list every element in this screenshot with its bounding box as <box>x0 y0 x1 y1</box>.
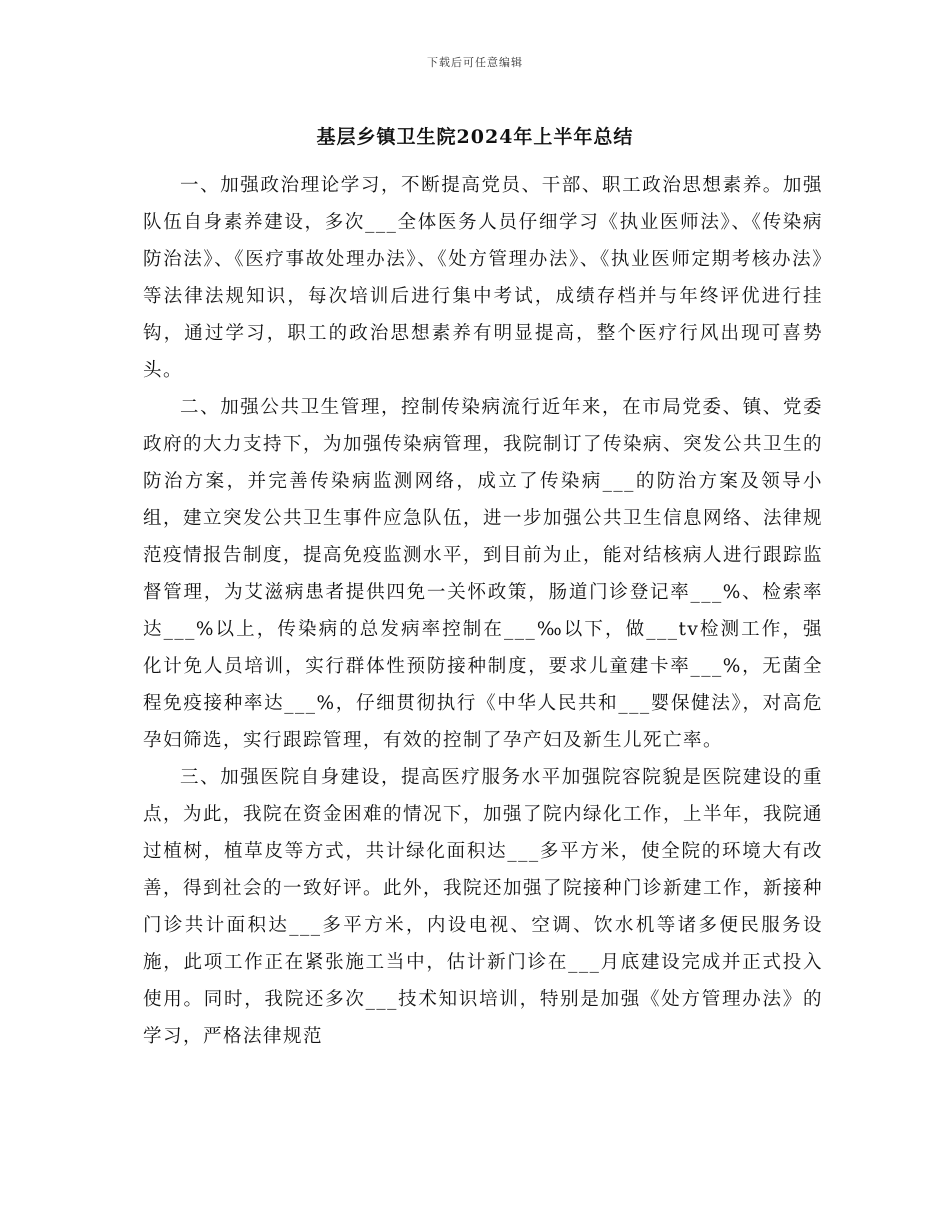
document-title: 基层乡镇卫生院2024年上半年总结 <box>316 126 634 148</box>
header-note: 下载后可任意编辑 <box>427 56 523 69</box>
paragraph-2: 二、加强公共卫生管理，控制传染病流行近年来，在市局党委、镇、党委政府的大力支持下，为加强传染病管理，我院制订了传染病、突发公共卫生的防治方案，并完善传染病监测网络，成立了传染病___的防治方案及领导小组，建立突发公共卫生事件应急队伍，进一步加强公共卫生信息网络、法律规范疫情报告制度，提高免疫监测水平，到目前为止，能对结核病人进行跟踪监督管理，为艾滋病患者提供四免一关怀政策，肠道门诊登记率___%、检索率达___%以上，传染病的总发病率控制在___‰以下，做___tv检测工作，强化计免人员培训，实行群体性预防接种制度，要求儿童建卡率___%，无菌全程免疫接种率达___%，仔细贯彻执行《中华人民共和___婴保健法》，对高危孕妇筛选，实行跟踪管理，有效的控制了孕产妇及新生儿死亡率。 <box>143 397 824 751</box>
paragraph-1: 一、加强政治理论学习，不断提高党员、干部、职工政治思想素养。加强队伍自身素养建设，多次___全体医务人员仔细学习《执业医师法》、《传染病防治法》、《医疗事故处理办法》、《处方管理办法》、《执业医师定期考核办法》等法律法规知识，每次培训后进行集中考试，成绩存档并与年终评优进行挂钩，通过学习，职工的政治思想素养有明显提高，整个医疗行风出现可喜势头。 <box>143 175 823 381</box>
paragraph-3: 三、加强医院自身建设，提高医疗服务水平加强院容院貌是医院建设的重点，为此，我院在资金困难的情况下，加强了院内绿化工作，上半年，我院通过植树，植草皮等方式，共计绿化面积达___多平方米，使全院的环境大有改善，得到社会的一致好评。此外，我院还加强了院接种门诊新建工作，新接种门诊共计面积达___多平方米，内设电视、空调、饮水机等诸多便民服务设施，此项工作正在紧张施工当中，估计新门诊在___月底建设完成并正式投入使用。同时，我院还多次___技术知识培训，特别是加强《处方管理办法》的学习，严格法律规范 <box>143 767 824 1047</box>
document-body <box>143 167 823 1055</box>
